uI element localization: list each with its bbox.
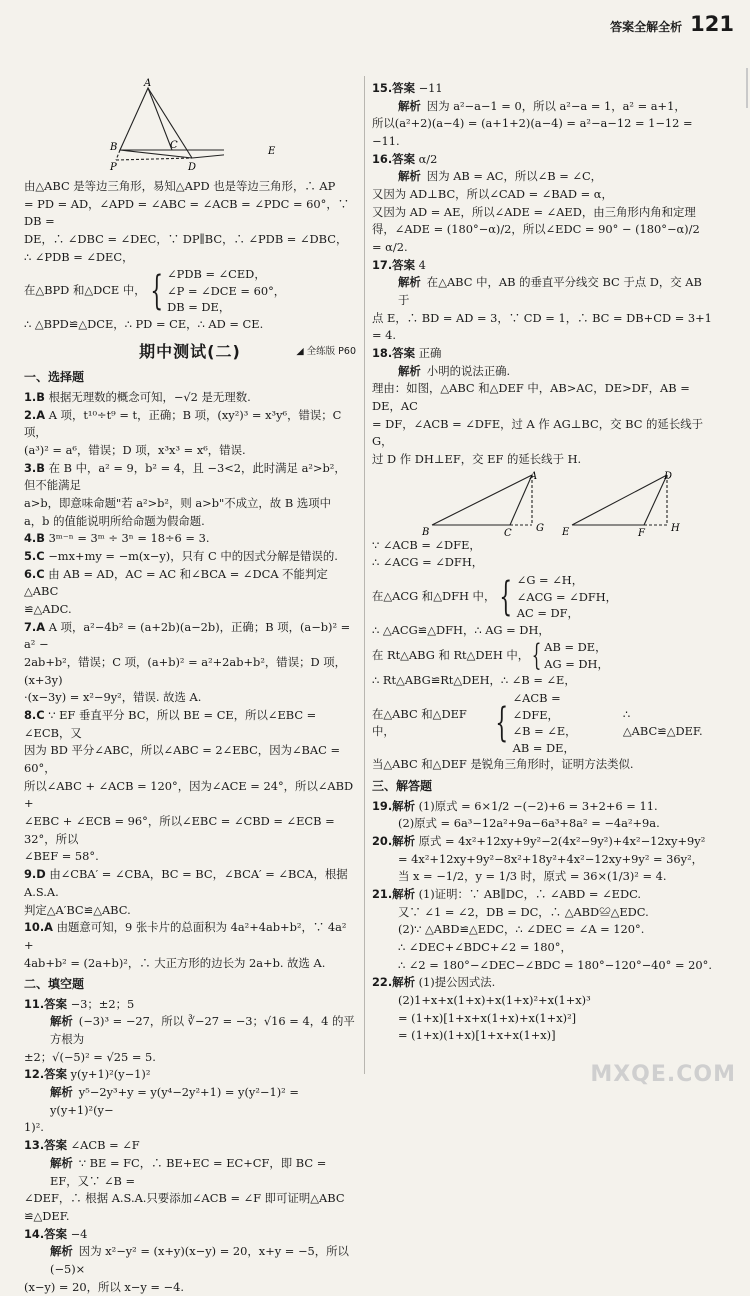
answer-line	[24, 495, 356, 513]
answer-text: y⁵−2y³+y = y(y⁴−2y²+1) = y(y²−1)² = y(y+1)²(y−	[50, 1085, 299, 1117]
answer-text: ∠BEF = 58°.	[24, 849, 99, 864]
brace-item: AC = DF，	[516, 606, 579, 621]
fig2-line-ca	[510, 475, 532, 525]
section-heading-choice: 一、选择题	[24, 370, 85, 385]
answer-text: 因为 AB = AC，所以∠B = ∠C，	[426, 169, 603, 184]
brace-suffix: ∴ △ABC≌△DEF.	[622, 706, 703, 739]
answer-line	[24, 601, 356, 619]
fig2-label-h: H	[671, 522, 680, 534]
answer-line	[24, 442, 356, 460]
fig2-label-a: A	[530, 470, 538, 482]
answer-text: 小明的说法正确.	[426, 363, 511, 378]
brace-group-bpd-dce	[24, 266, 356, 316]
answer-text: = 4x²+12xy+9y²−8x²+18y²+4x²−12xy+9y² = 36y²，	[398, 851, 704, 866]
answer-text: ∴ ∠2 = 180°−∠DEC−∠BDC = 180°−120°−40° = 20°.	[398, 957, 712, 972]
answer-number: 19.解析	[372, 798, 415, 813]
fig2-label-b: B	[422, 526, 430, 537]
answer-text: 根据无理数的概念可知，−√2 是无理数.	[48, 390, 251, 405]
analysis-label: 解析	[398, 169, 421, 184]
answer-line	[24, 919, 356, 954]
answer-text: 所以∠ABC + ∠ACB = 120°，因为∠ACE = 24°，所以∠ABD +	[24, 778, 354, 811]
answer-line	[24, 407, 356, 442]
answer-number: 6.C	[24, 566, 45, 581]
answer-line	[24, 513, 356, 531]
proof-line: 当△ABC 和△DEF 是锐角三角形时，证明方法类似.	[372, 757, 634, 772]
answer-text: 理由：如图，△ABC 和△DEF 中，AB>AC，DE>DF，AB = DE，AC	[372, 381, 690, 414]
answer-line	[24, 460, 356, 495]
answer-line	[24, 619, 356, 654]
answer-text: 在 B 中，a² = 9，b² = 4，且 −3<2，此时满足 a²>b²，但不能满足	[24, 460, 346, 493]
answer-text: ±2；√(−5)² = √25 = 5.	[24, 1049, 156, 1064]
answer-text: (a³)² = a⁶，错误；D 项，x³x³ = x⁶，错误.	[24, 443, 246, 458]
answer-text: = (1+x)(1+x)[1+x+x(1+x)]	[398, 1028, 556, 1043]
answer-text: 因为 a²−a−1 = 0，所以 a²−a = 1，a² = a+1，	[426, 98, 686, 113]
answer-text: 点 E，∴ BD = AD = 3，∵ CD = 1，∴ BC = DB+CD = 3+1 = 4.	[372, 310, 712, 343]
answer-text: = DF，∠ACB = ∠DFE，过 A 作 AG⊥BC，交 BC 的延长线于 G，	[372, 416, 703, 449]
conclusion-line: ∴ △BPD≌△DCE，∴ PD = CE，∴ AD = CE.	[24, 316, 264, 331]
fig1-triangle-abc	[120, 88, 172, 150]
section-title: 答案全解全析	[610, 20, 683, 34]
brace-prefix: 在△BPD 和△DCE 中，	[24, 283, 146, 298]
column-divider	[364, 76, 365, 1074]
answer-number: 14.答案	[24, 1226, 67, 1241]
page-number: 121	[690, 12, 734, 36]
answer-text: ≌△ADC.	[24, 602, 72, 617]
analysis-label: 解析	[398, 363, 421, 378]
triangle-figure-1	[24, 78, 224, 178]
answer-line	[24, 707, 356, 742]
answer-text: α/2	[418, 151, 438, 166]
answer-number: 11.答案	[24, 996, 67, 1011]
answer-text: y(y+1)²(y−1)²	[70, 1067, 151, 1082]
exam-title: 期中测试(二)	[139, 341, 241, 361]
section-heading-fill: 二、填空题	[24, 977, 85, 992]
answer-number: 12.答案	[24, 1067, 67, 1082]
analysis-label: 解析	[50, 1014, 73, 1029]
answer-line	[24, 566, 356, 601]
answer-line	[24, 548, 356, 566]
exam-title-bar	[24, 340, 356, 365]
section-heading-solve: 三、解答题	[372, 778, 433, 793]
fig1-line-bd	[120, 150, 192, 158]
fig1-label-a: A	[144, 78, 152, 89]
brace-item: AB = DE，	[544, 640, 607, 655]
answer-text: −4	[70, 1226, 88, 1241]
answer-line	[24, 848, 356, 866]
answer-text: 由题意可知，9 张卡片的总面积为 4a²+4ab+b²，∵ 4a² +	[24, 920, 347, 952]
brace-item: ∠P = ∠DCE = 60°，	[167, 283, 286, 298]
analysis-label: 解析	[398, 275, 421, 290]
answer-text: 又∵ ∠1 = ∠2，DB = DC，∴ △ABD≌△EDC.	[398, 904, 649, 919]
answer-text: a，b 的值能说明所给命题为假命题.	[24, 513, 205, 528]
brace-prefix: 在△ACG 和△DFH 中，	[372, 589, 496, 604]
answer-text: 又因为 AD = AE，所以∠ADE = ∠AED，由三角形内角和定理	[372, 204, 696, 219]
fig1-label-c: C	[170, 140, 178, 151]
answer-number: 18.答案	[372, 346, 415, 361]
intro-line: = PD = AD，∠APD = ∠ABC = ∠ACB = ∠PDC = 60°，∵ DB =	[24, 196, 350, 229]
fig1-label-e-holder	[264, 140, 304, 160]
answer-text: ∵ EF 垂直平分 BC，所以 BE = CE，所以∠EBC = ∠ECB，又	[24, 708, 317, 740]
answer-text: 原式 = 4x²+12xy+9y²−2(4x²−9y²)+4x²−12xy+9y²	[418, 833, 706, 848]
answer-text: (1)证明：∵ AB∥DC，∴ ∠ABD = ∠EDC.	[418, 886, 642, 901]
answer-line	[24, 813, 356, 848]
left-column	[24, 78, 356, 1296]
answer-number: 4.B	[24, 531, 45, 546]
watermark: MXQE.COM	[590, 1061, 736, 1087]
answer-text: A 项，t¹⁰÷t⁹ = t，正确；B 项，(xy²)³ = x³y⁶，错误；C 项，	[24, 407, 342, 440]
fig2-label-g: G	[536, 522, 544, 534]
brace-symbol: {	[150, 268, 163, 315]
edge-mark	[740, 68, 748, 108]
answer-text: 当 x = −1/2，y = 1/3 时，原式 = 36×(1/3)² = 4.	[398, 869, 667, 884]
brace-prefix: 在 Rt△ABG 和 Rt△DEH 中，	[372, 648, 530, 663]
intro-line: ∴ ∠PDB = ∠DEC，	[24, 249, 134, 264]
brace-symbol: {	[531, 637, 542, 673]
answer-number: 3.B	[24, 460, 45, 475]
answer-number: 9.D	[24, 867, 46, 882]
answer-text: 因为 x²−y² = (x+y)(x−y) = 20，x+y = −5，所以(−5)×	[50, 1244, 349, 1276]
answer-text: a>b，即意味命题"若 a²>b²，则 a>b"不成立，故 B 选项中	[24, 496, 331, 511]
fill-answers	[24, 996, 356, 1296]
answer-text: = (1+x)[1+x+x(1+x)+x(1+x)²]	[398, 1010, 577, 1025]
answer-text: 3ᵐ⁻ⁿ = 3ᵐ ÷ 3ⁿ = 18÷6 = 3.	[48, 531, 210, 546]
fig2-line-ba	[432, 475, 532, 525]
brace-group-abg-deh	[372, 639, 712, 672]
fig1-label-e: E	[268, 146, 276, 157]
right-column	[372, 80, 712, 1045]
exam-page-ref: ◢ 全练版 P60	[296, 345, 356, 357]
answer-number: 2.A	[24, 407, 46, 422]
answer-text: 4	[418, 257, 426, 272]
fig1-label-b: B	[110, 142, 118, 153]
proof-line: ∴ ∠ACG = ∠DFH，	[372, 555, 484, 570]
answer-number: 10.A	[24, 920, 53, 935]
answer-number: 5.C	[24, 549, 45, 564]
triangle-figure-2	[372, 469, 702, 537]
answer-text: −mx+my = −m(x−y)，只有 C 中的因式分解是错误的.	[48, 549, 338, 564]
fill-answers-cont	[372, 80, 712, 469]
brace-item: ∠B = ∠E，	[512, 724, 577, 739]
answer-text: 判定△A′BC≌△ABC.	[24, 902, 131, 917]
answer-text: 过 D 作 DH⊥EF，交 EF 的延长线于 H.	[372, 452, 582, 467]
brace-symbol: {	[499, 573, 513, 620]
answer-text: 所以(a²+2)(a−4) = (a+1+2)(a−4) = a²−a−12 = 1−12 =	[372, 116, 693, 131]
answer-text: ·(x−3y) = x²−9y²，错误. 故选 A.	[24, 690, 202, 705]
answer-text: 1)².	[24, 1120, 44, 1135]
fig1-line-de	[192, 150, 224, 158]
brace-item: ∠G = ∠H，	[516, 573, 584, 588]
proof-line: ∴ Rt△ABG≌Rt△DEH，∴ ∠B = ∠E，	[372, 673, 576, 688]
fig1-label-p: P	[110, 162, 117, 173]
answer-text: 正确	[418, 346, 442, 361]
brace-prefix: 在△ABC 和△DEF 中，	[372, 706, 467, 739]
answer-text: 在△ABC 中，AB 的垂直平分线交 BC 于点 D，交 AB 于	[398, 275, 702, 308]
fig2-line-ed	[572, 475, 667, 525]
answer-number: 20.解析	[372, 833, 415, 848]
answer-text: ∠EBC + ∠ECB = 96°，所以∠EBC = ∠CBD = ∠ECB = 32°，所以	[24, 814, 335, 846]
answer-text: −3；±2；5	[70, 996, 135, 1011]
brace-item: AG = DH，	[544, 656, 609, 671]
brace-symbol: {	[495, 700, 509, 747]
answer-text: 2ab+b²，错误；C 项，(a+b)² = a²+2ab+b²，错误；D 项，(x+3y)	[24, 655, 347, 687]
fig2-label-e: E	[562, 526, 570, 537]
answer-line	[24, 742, 356, 777]
answer-number: 16.答案	[372, 151, 415, 166]
answer-line	[24, 955, 356, 973]
answer-text: (1)提公因式法.	[418, 975, 496, 990]
answer-text: (2)原式 = 6a³−12a²+9a−6a³+8a² = −4a²+9a.	[398, 816, 660, 831]
answer-line	[24, 530, 356, 548]
fig2-label-c: C	[504, 527, 512, 537]
answer-line	[24, 902, 356, 920]
fig2-label-f: F	[638, 527, 645, 537]
answer-number: 7.A	[24, 619, 46, 634]
fig2-line-fd	[644, 475, 667, 525]
proof-line: ∴ △ACG≌△DFH，∴ AG = DH，	[372, 622, 550, 637]
analysis-label: 解析	[398, 98, 421, 113]
answer-text: ∴ ∠DEC+∠BDC+∠2 = 180°，	[398, 939, 572, 954]
answer-text: 又因为 AD⊥BC，所以∠CAD = ∠BAD = α，	[372, 187, 613, 202]
fig2-label-d: D	[664, 470, 673, 482]
brace-item: DB = DE，	[167, 300, 231, 315]
answer-number: 15.答案	[372, 81, 415, 95]
brace-item: AB = DE，	[512, 740, 575, 755]
intro-line: DE，∴ ∠DBC = ∠DEC，∵ DP∥BC，∴ ∠PDB = ∠DBC，	[24, 232, 348, 247]
brace-item: ∠ACB = ∠DFE，	[512, 691, 561, 722]
answer-text: 因为 BD 平分∠ABC，所以∠ABC = 2∠EBC，因为∠BAC = 60°，	[24, 743, 340, 776]
answer-line	[24, 866, 356, 901]
answer-text: A 项，a²−4b² = (a+2b)(a−2b)，正确；B 项，(a−b)² = a² −	[24, 619, 351, 652]
answer-number: 13.答案	[24, 1138, 67, 1153]
fig1-label-d: D	[188, 162, 197, 173]
solve-answers	[372, 798, 712, 1045]
answer-text: ∵ BE = FC，∴ BE+EC = EC+CF，即 BC = EF，又∵ ∠B =	[50, 1155, 327, 1188]
answer-text: (2)1+x+x(1+x)+x(1+x)²+x(1+x)³	[398, 992, 591, 1007]
intro-line: 由△ABC 是等边三角形，易知△APD 也是等边三角形，∴ AP	[24, 179, 336, 193]
answer-text: (1)原式 = 6×1/2 −(−2)+6 = 3+2+6 = 11.	[418, 798, 658, 813]
answer-text: (2)∵ △ABD≌△EDC，∴ ∠DEC = ∠A = 120°.	[398, 922, 645, 937]
page-header	[610, 8, 734, 41]
brace-item: ∠PDB = ∠CED，	[167, 267, 266, 282]
proof-line: ∵ ∠ACB = ∠DFE，	[372, 537, 481, 552]
answer-line	[24, 778, 356, 813]
analysis-label: 解析	[50, 1085, 73, 1100]
answer-line	[24, 389, 356, 407]
brace-item: ∠ACG = ∠DFH，	[516, 589, 618, 604]
brace-group-abc-def	[372, 690, 712, 756]
answer-text: −11.	[372, 134, 400, 149]
brace-group-acg-dfh	[372, 572, 712, 622]
answer-text: −11	[418, 81, 443, 95]
choice-answers	[24, 389, 356, 972]
analysis-label: 解析	[50, 1155, 73, 1170]
answer-line	[24, 689, 356, 707]
analysis-label: 解析	[50, 1244, 73, 1259]
answer-text: ≌△DEF.	[24, 1208, 70, 1223]
fig1-line-pd	[116, 158, 192, 160]
answer-text: ∠ACB = ∠F	[70, 1138, 140, 1153]
answer-text: 4ab+b² = (2a+b)²，∴ 大正方形的边长为 2a+b. 故选 A.	[24, 955, 326, 970]
answer-number: 1.B	[24, 390, 45, 405]
answer-number: 8.C	[24, 708, 45, 723]
answer-line	[24, 654, 356, 689]
answer-text: 得，∠ADE = (180°−α)/2，所以∠EDC = 90° − (180°−α)/2 = α/2.	[372, 222, 700, 255]
answer-text: (x−y) = 20，所以 x−y = −4.	[24, 1279, 184, 1294]
answer-text: (−3)³ = −27，所以 ∛−27 = −3；√16 = 4，4 的平方根为	[50, 1014, 355, 1047]
answer-text: 由 AB = AD，AC = AC 和∠BCA = ∠DCA 不能判定△ABC	[24, 566, 328, 599]
answer-number: 21.解析	[372, 886, 415, 901]
answer-text: 由∠CBA′ = ∠CBA，BC = BC，∠BCA′ = ∠BCA，根据 A.S.A.	[24, 867, 348, 899]
answer-number: 22.解析	[372, 975, 415, 990]
answer-number: 17.答案	[372, 257, 415, 272]
answer-text: ∠DEF，∴ 根据 A.S.A.只要添加∠ACB = ∠F 即可证明△ABC	[24, 1191, 345, 1206]
